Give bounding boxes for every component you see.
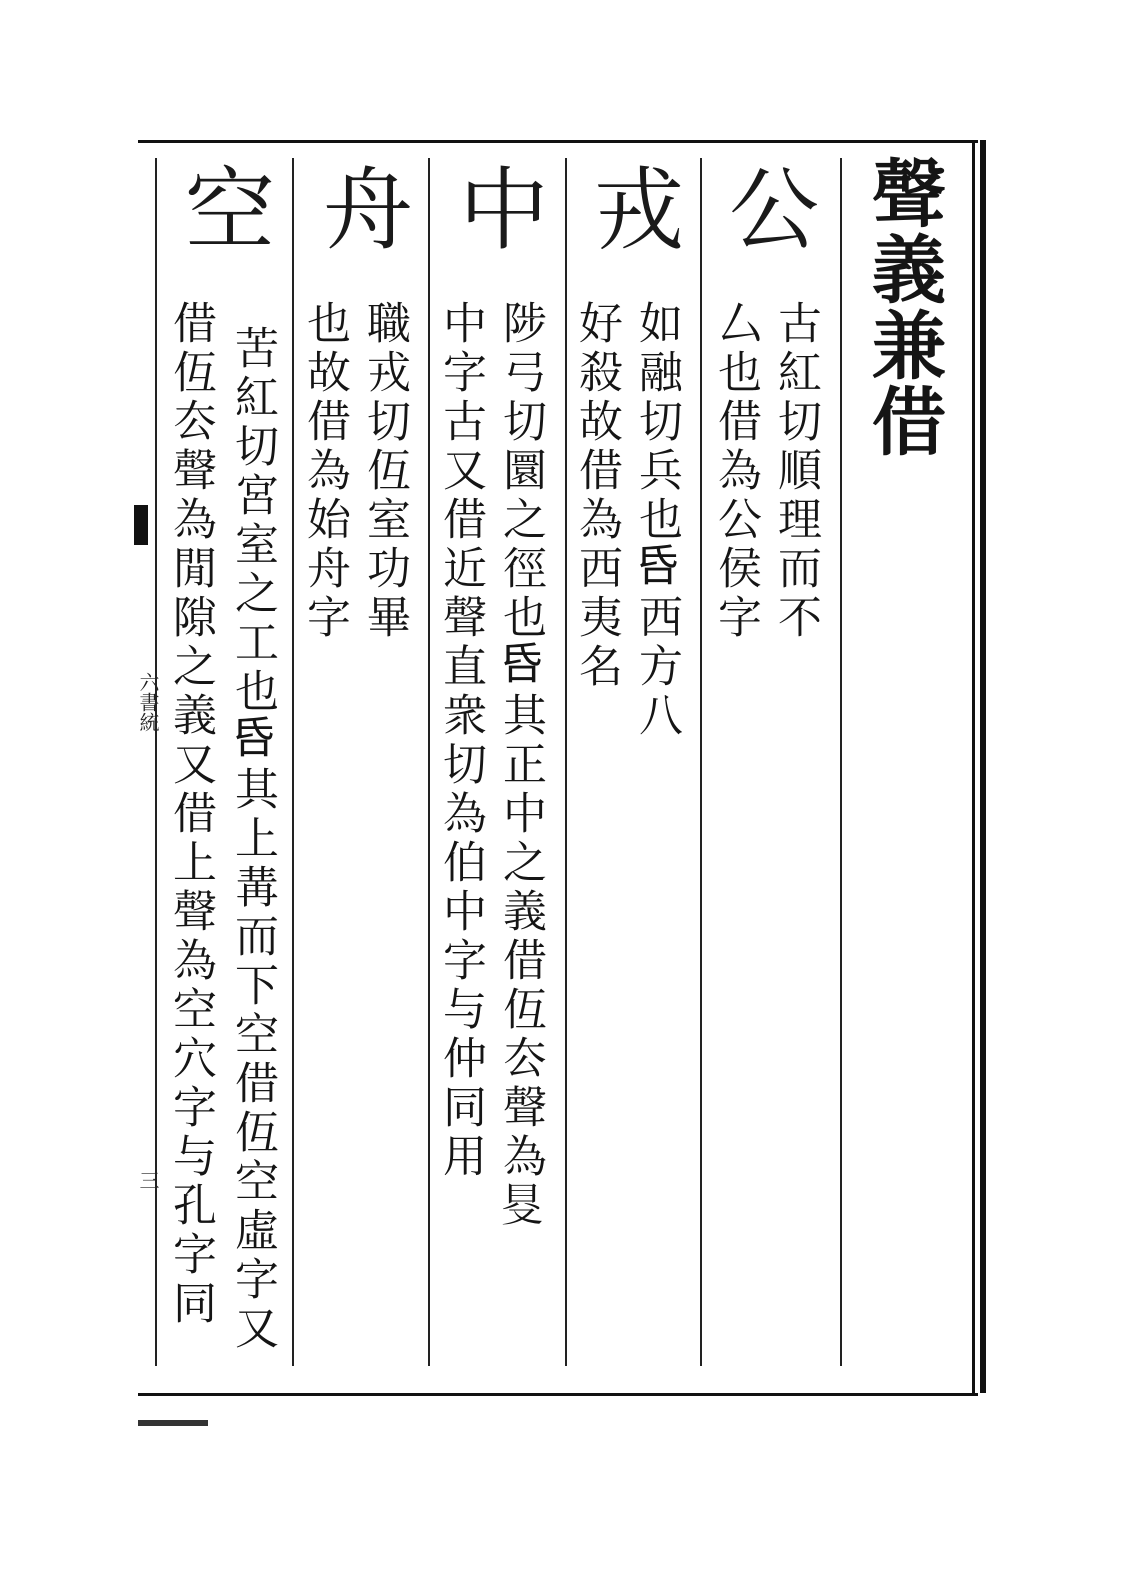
- entry-note-line: 古紅切順理而不: [770, 300, 821, 643]
- entry-note-line: 好殺故借為西夷名: [571, 300, 622, 692]
- entry-note-line: 借仾厺聲為閒隙之義又借上聲為空穴字与孔字同: [165, 300, 216, 1329]
- seal-character: 戎: [578, 162, 683, 252]
- seal-character: 公: [713, 162, 818, 252]
- entry-note-line: 厶也借為公侯字: [710, 300, 761, 643]
- section-heading: 聲義兼借: [860, 155, 946, 459]
- column-rule: [700, 158, 702, 1366]
- fold-mark: [134, 505, 148, 545]
- entry-note-line: 也故借為始舟字: [299, 300, 350, 643]
- seal-character: 中: [443, 162, 548, 252]
- column-rule: [565, 158, 567, 1366]
- page-number: 三: [136, 1170, 160, 1190]
- entry-note-line: 中字古又借近聲直衆切為伯中字与仲同用: [435, 300, 486, 1182]
- column-rule: [428, 158, 430, 1366]
- fold-bottom-mark: [138, 1420, 208, 1426]
- entry-note-line: 苦紅切宮室之工也𠯑其上冓而下空借仾空虛字又: [227, 325, 278, 1354]
- seal-character: 空: [169, 162, 274, 252]
- page-frame-right-border: [972, 140, 986, 1393]
- column-rule: [292, 158, 294, 1366]
- book-title: 六書統: [136, 672, 160, 732]
- entry-note-line: 如融切兵也𠯑西方八: [631, 300, 682, 741]
- seal-character: 舟: [307, 162, 412, 252]
- entry-note-line: 陟弓切圜之徑也𠯑其正中之義借仾厺聲為𠭁: [495, 300, 546, 1231]
- column-rule: [840, 158, 842, 1366]
- entry-note-line: 職戎切仾室功畢: [359, 300, 410, 643]
